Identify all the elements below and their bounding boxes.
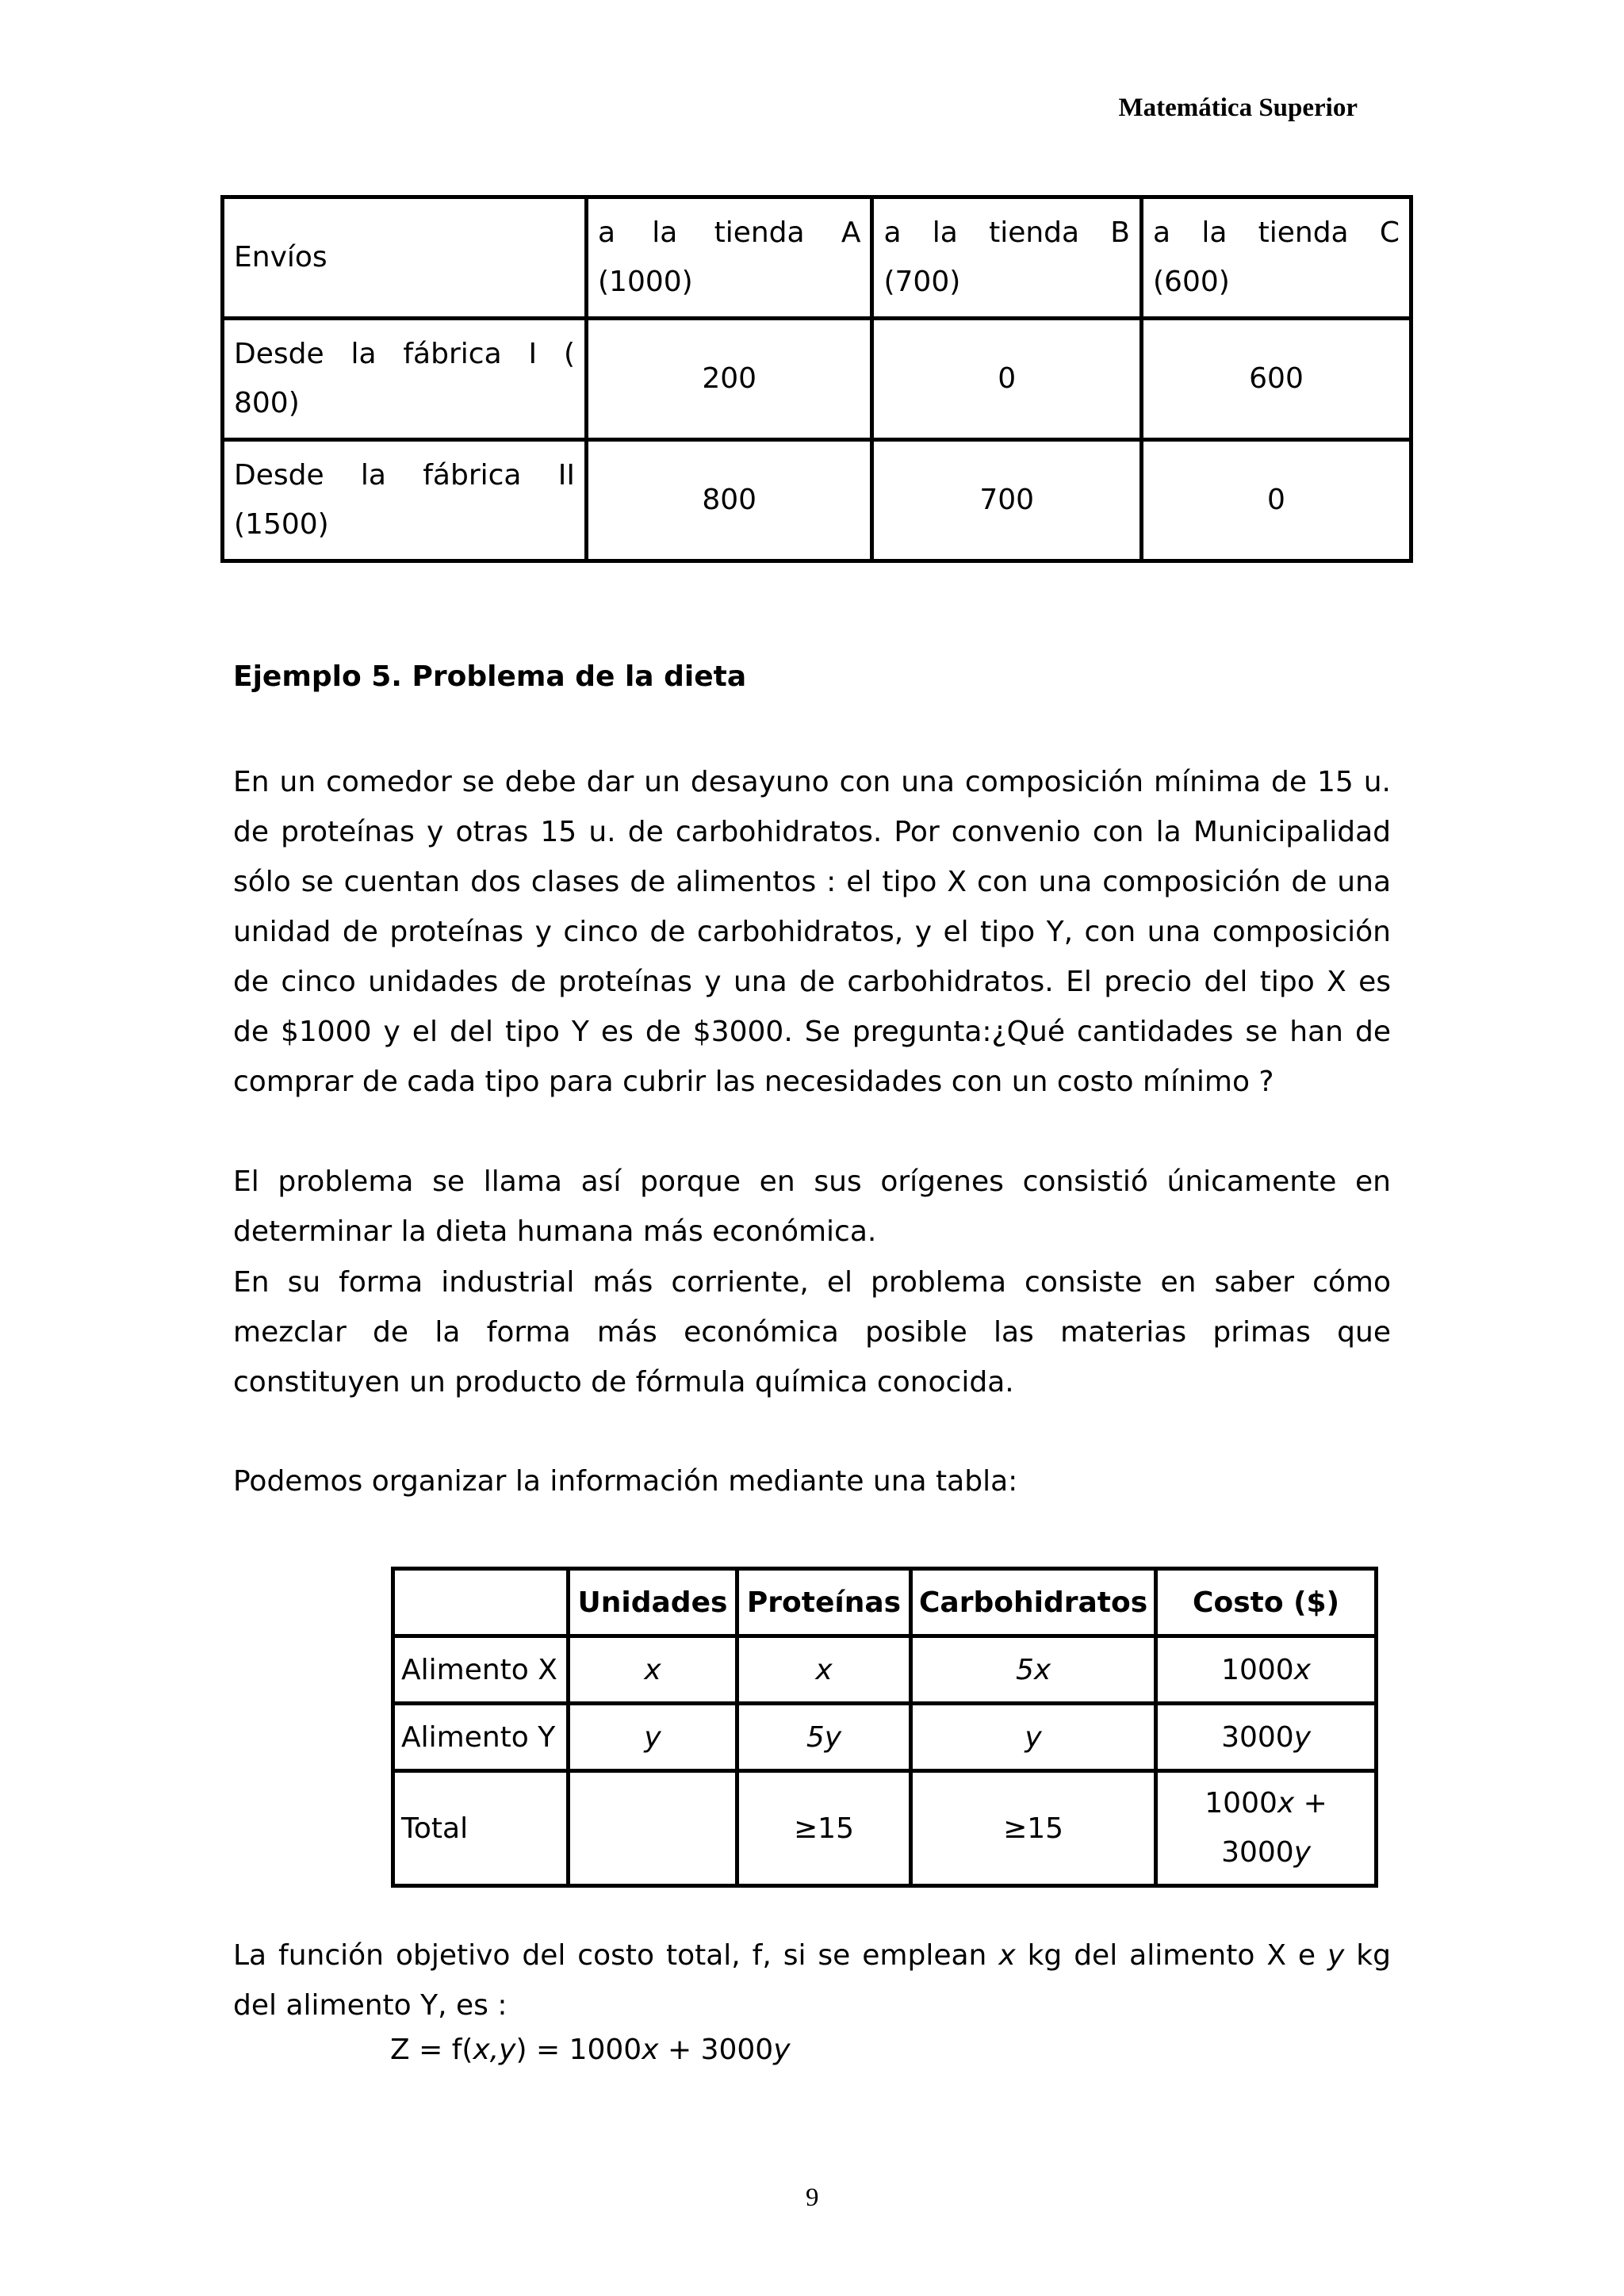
paragraph: En su forma industrial más corriente, el problema consiste en saber cómo mezclar de la forma más económica posible las materias primas que constituyen un producto de fórmula química conocida. xyxy=(233,1266,1391,1399)
table-cell: 600 xyxy=(1142,319,1411,440)
cost-coefficient: 3000 xyxy=(1221,1836,1294,1869)
table-cell: 5x xyxy=(911,1636,1156,1704)
cost-variable: y xyxy=(1293,1836,1312,1869)
table-row xyxy=(223,197,1411,319)
table-cell: ≥15 xyxy=(737,1771,911,1886)
table-row xyxy=(393,1704,1377,1771)
table-cell xyxy=(1156,1771,1377,1886)
table-cell: 5y xyxy=(737,1704,911,1771)
cost-coefficient: 3000 xyxy=(1221,1720,1294,1754)
row-label: Desde la fábrica II (1500) xyxy=(223,440,587,561)
table-header-cell: Proteínas xyxy=(737,1569,911,1636)
table-header-cell: Unidades xyxy=(569,1569,737,1636)
variable: y xyxy=(1327,1939,1345,1972)
formula-variable: y xyxy=(773,2034,791,2066)
table-cell: x xyxy=(569,1636,737,1704)
cost-coefficient: 1000 xyxy=(1221,1653,1294,1686)
formula-part: Z = f( xyxy=(390,2034,473,2066)
table-cell: y xyxy=(569,1704,737,1771)
text-run: kg del alimento X e xyxy=(1015,1939,1328,1972)
table-header-cell: a la tienda A (1000) xyxy=(587,197,872,319)
table-cell xyxy=(1156,1704,1377,1771)
table-cell: 800 xyxy=(587,440,872,561)
section-heading: Ejemplo 5. Problema de la dieta xyxy=(233,660,747,693)
page-number: 9 xyxy=(806,2183,819,2212)
table-cell: Envíos xyxy=(223,197,587,319)
cost-coefficient: 1000 xyxy=(1205,1787,1277,1820)
text-run: La función objetivo del costo total, f, si se emplean xyxy=(233,1939,999,1972)
plus-operator: + xyxy=(1294,1787,1327,1820)
table-header-row xyxy=(393,1569,1377,1636)
formula-variables: x,y xyxy=(473,2034,516,2066)
formula-part: + 3000 xyxy=(658,2034,774,2066)
row-label: Alimento Y xyxy=(393,1704,569,1771)
row-label: Desde la fábrica I ( 800) xyxy=(223,319,587,440)
paragraph: En un comedor se debe dar un desayuno con una composición mínima de 15 u. de proteínas y otras 15 u. de carbohidratos. Por convenio con la Municipalidad sólo se cuentan dos clases de alimentos : el tipo X con una composición de una unidad de proteínas y cinco de carbohidratos, y el tipo Y, con una composición de cinco unidades de proteínas y una de carbohidratos. El precio del tipo X es de $1000 y el del tipo Y es de $3000. Se pregunta:¿Qué cantidades se han de comprar de cada tipo para cubrir las necesidades con un costo mínimo ? xyxy=(233,766,1391,1098)
table-header-cell: a la tienda B (700) xyxy=(872,197,1142,319)
objective-formula xyxy=(390,2034,791,2066)
shipping-table xyxy=(220,195,1413,563)
table-cell: 200 xyxy=(587,319,872,440)
table-header-cell: a la tienda C (600) xyxy=(1142,197,1411,319)
paragraph: Podemos organizar la información mediante una tabla: xyxy=(233,1465,1018,1498)
table-cell: x xyxy=(737,1636,911,1704)
table-cell xyxy=(569,1771,737,1886)
table-cell: 0 xyxy=(872,319,1142,440)
table-header-cell xyxy=(393,1569,569,1636)
table-cell: ≥15 xyxy=(911,1771,1156,1886)
table-row xyxy=(393,1636,1377,1704)
table-row xyxy=(393,1771,1377,1886)
cost-total-line xyxy=(1164,1779,1368,1828)
table-cell: 0 xyxy=(1142,440,1411,561)
cost-variable: y xyxy=(1293,1720,1312,1754)
diet-table xyxy=(391,1567,1378,1888)
table-cell: y xyxy=(911,1704,1156,1771)
cost-variable: x xyxy=(1277,1787,1295,1820)
table-cell: 700 xyxy=(872,440,1142,561)
page-header: Matemática Superior xyxy=(1118,94,1358,122)
table-row xyxy=(223,440,1411,561)
table-row xyxy=(223,319,1411,440)
variable: x xyxy=(998,1939,1016,1972)
cost-total-line xyxy=(1164,1828,1368,1877)
table-header-cell: Costo ($) xyxy=(1156,1569,1377,1636)
table-cell xyxy=(1156,1636,1377,1704)
table-header-cell: Carbohidratos xyxy=(911,1569,1156,1636)
paragraph xyxy=(233,1931,1391,2030)
formula-variable: x xyxy=(642,2034,659,2066)
formula-part: ) = 1000 xyxy=(515,2034,642,2066)
text-run: kg del alimento Y, es : xyxy=(233,1939,1391,2022)
row-label: Alimento X xyxy=(393,1636,569,1704)
paragraph: El problema se llama así porque en sus orígenes consistió únicamente en determinar la dieta humana más económica. xyxy=(233,1165,1391,1248)
cost-variable: x xyxy=(1293,1653,1312,1686)
row-label: Total xyxy=(393,1771,569,1886)
